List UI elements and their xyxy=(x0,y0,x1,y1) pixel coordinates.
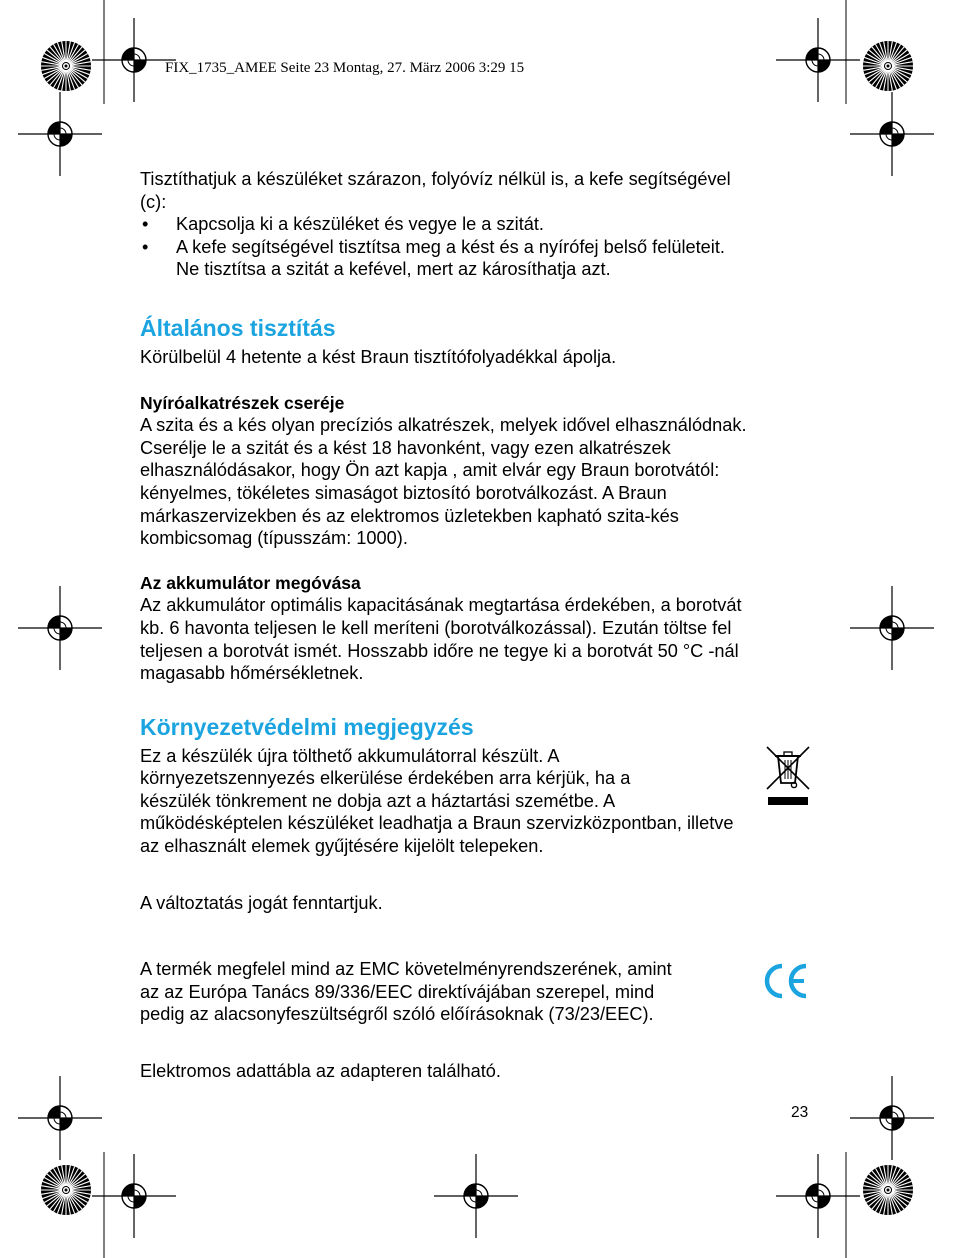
paragraph-line: Az akkumulátor optimális kapacitásának megtartása érdekében, a borotvát xyxy=(140,595,742,616)
paragraph-line: kényelmes, tökéletes simaságot biztosító borotválkozást. A Braun xyxy=(140,482,667,503)
paragraph-line: kombicsomag (típusszám: 1000). xyxy=(140,528,408,549)
paragraph-line: teljesen a borotvát ismét. Hosszabb időre ne tegye ki a borotvát 50 °C -nál xyxy=(140,640,739,661)
environment-section xyxy=(140,745,812,858)
star-target-top-right xyxy=(863,41,913,91)
page-content xyxy=(140,168,812,1083)
paragraph-line: kb. 6 havonta teljesen le kell meríteni (borotválkozással). Ezután töltse fel xyxy=(140,617,732,638)
intro-section xyxy=(140,168,812,281)
paragraph-line: elhasználódásakor, hogy Ön azt kapja , amit elvár egy Braun borotvától: xyxy=(140,460,720,481)
paragraph-line: környezetszennyezés elkerülése érdekében arra kérjük, ha a xyxy=(140,768,631,789)
paragraph-line: az az Európa Tanács 89/336/EEC direktívájában szerepel, mind xyxy=(140,981,655,1002)
section-heading-environment: Környezetvédelmi megjegyzés xyxy=(140,713,474,740)
intro-line: (c): xyxy=(140,191,167,212)
print-slug-line: FIX_1735_AMEE Seite 23 Montag, 27. März 2006 3:29 15 xyxy=(165,60,525,76)
paragraph-line: A szita és a kés olyan precíziós alkatrészek, melyek idővel elhasználódnak. xyxy=(140,415,747,436)
star-target-bottom-right xyxy=(863,1165,913,1215)
list-item-text: Ne tisztítsa a szitát a kefével, mert az károsíthatja azt. xyxy=(176,259,611,280)
paragraph-line: A termék megfelel mind az EMC követelményrendszerének, amint xyxy=(140,959,672,980)
paragraph-line: pedig az alacsonyfeszültségről szóló előírásoknak (73/23/EEC). xyxy=(140,1004,654,1025)
subheading-parts-replacement: Nyíróalkatrészek cseréje xyxy=(140,392,345,413)
paragraph-line: működésképtelen készüléket leadhatja a Braun szervizközpontban, illetve xyxy=(140,813,734,834)
list-item-text: Kapcsolja ki a készüléket és vegye le a szitát. xyxy=(176,214,544,235)
parts-replacement-section xyxy=(140,392,812,550)
compliance-section xyxy=(140,958,812,1026)
paragraph-line: Cserélje le a szitát és a kést 18 havonként, vagy ezen alkatrészek xyxy=(140,437,671,458)
paragraph-line: márkaszervizekben és az elektromos üzletekben kapható szita-kés xyxy=(140,505,679,526)
rating-plate-notice: Elektromos adattábla az adapteren található. xyxy=(140,1061,501,1082)
star-target-top-left xyxy=(41,41,91,91)
general-cleaning-text: Körülbelül 4 hetente a kést Braun tisztítófolyadékkal ápolja. xyxy=(140,346,617,367)
star-target-bottom-left xyxy=(41,1165,91,1215)
ce-mark-icon xyxy=(760,960,810,1002)
list-item xyxy=(140,236,812,281)
list-item xyxy=(140,213,812,236)
cleaning-steps-list xyxy=(140,213,812,281)
battery-care-section xyxy=(140,572,812,685)
crossed-out-wheelie-bin-icon xyxy=(764,745,812,813)
page-number: 23 xyxy=(791,1104,809,1121)
section-heading-general-cleaning: Általános tisztítás xyxy=(140,314,336,341)
subheading-battery-care: Az akkumulátor megóvása xyxy=(140,572,361,593)
paragraph-line: az elhasznált elemek gyűjtésére kijelölt telepeken. xyxy=(140,836,544,857)
list-item-text: A kefe segítségével tisztítsa meg a kést és a nyírófej belső felületeit. xyxy=(176,236,725,257)
paragraph-line: készülék tönkrement ne dobja azt a háztartási szemétbe. A xyxy=(140,790,616,811)
intro-line: Tisztíthatjuk a készüléket szárazon, folyóvíz nélkül is, a kefe segítségével xyxy=(140,169,731,189)
paragraph-line: magasabb hőmérsékletnek. xyxy=(140,663,364,684)
reservation-notice: A változtatás jogát fenntartjuk. xyxy=(140,892,383,913)
paragraph-line: Ez a készülék újra tölthető akkumulátorral készült. A xyxy=(140,745,560,766)
